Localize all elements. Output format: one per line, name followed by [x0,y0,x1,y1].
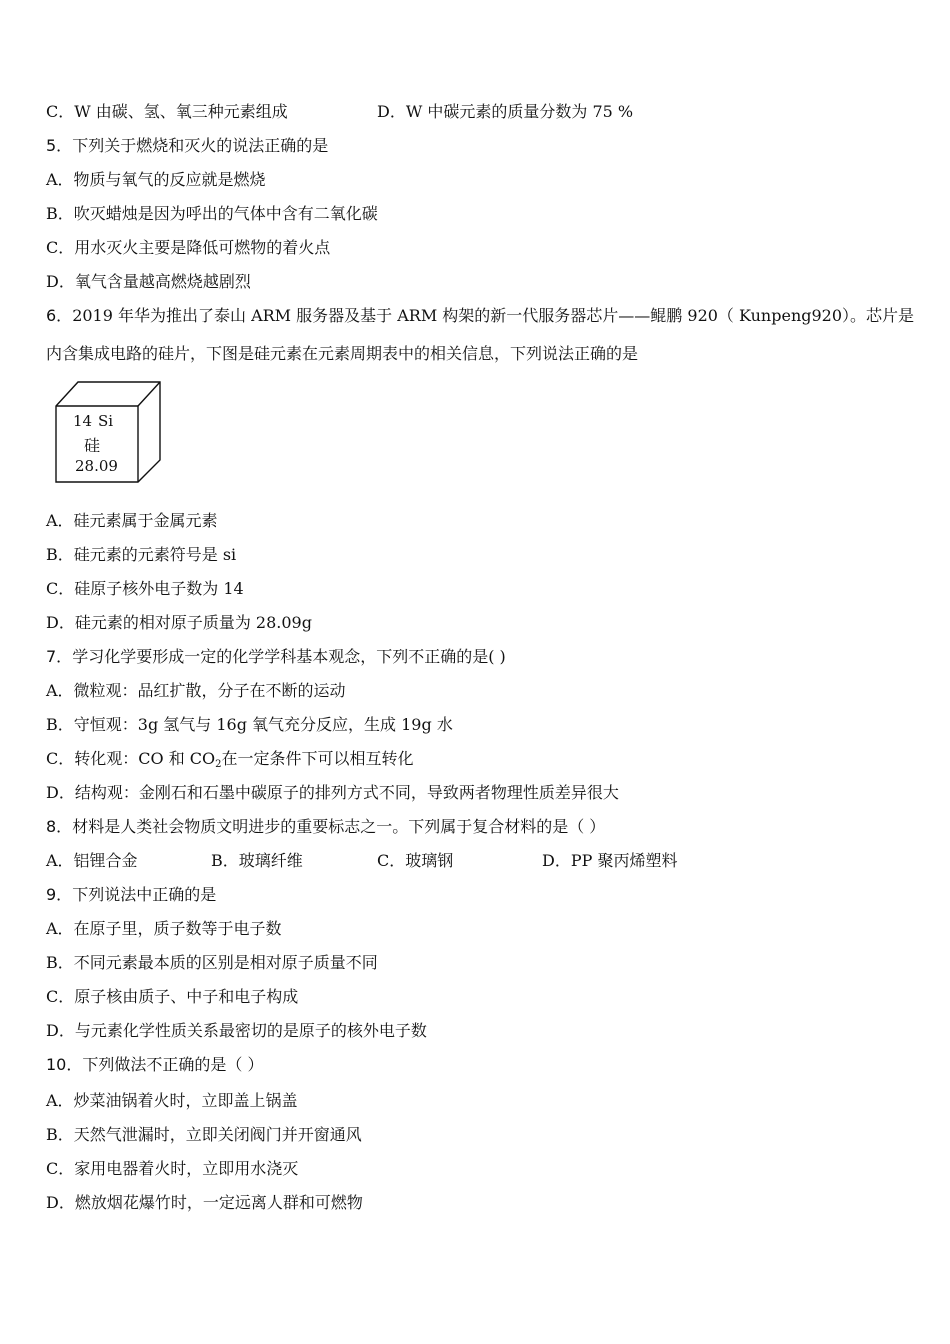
element-mass: 28.09 [75,457,118,475]
q7-option-d: D．结构观：金刚石和石墨中碳原子的排列方式不同，导致两者物理性质差异很大 [46,783,619,802]
q7-option-c [46,749,414,775]
q6-option-a: A．硅元素属于金属元素 [46,511,218,530]
q6-option-b: B．硅元素的元素符号是 si [46,545,237,564]
q6-stem-text: 2019 年华为推出了泰山 ARM 服务器及基于 ARM 构架的新一代服务器芯片——鲲鹏 920（ Kunpeng920）。芯片是 [72,306,915,325]
q7-option-c-subscript: 2 [215,759,222,770]
q7-option-c-post: 在一定条件下可以相互转化 [221,749,414,768]
q9-option-c: C．原子核由质子、中子和电子构成 [46,987,299,1006]
q10-number: 10． [46,1055,83,1074]
q5-option-a: A．物质与氧气的反应就是燃烧 [46,170,266,189]
element-atomic-number: 14 [73,412,93,430]
q10-stem [46,1055,263,1075]
q6-option-c: C．硅原子核外电子数为 14 [46,579,244,598]
q8-stem-text: 材料是人类社会物质文明进步的重要标志之一。下列属于复合材料的是（ ） [72,817,606,836]
q10-option-d: D．燃放烟花爆竹时，一定远离人群和可燃物 [46,1193,363,1212]
q4-option-d: D．W 中碳元素的质量分数为 75 % [377,102,634,121]
q6-stem-line1 [46,306,914,326]
q5-number: 5． [46,136,73,155]
q7-number: 7． [46,647,73,666]
q6-option-d: D．硅元素的相对原子质量为 28.09g [46,613,312,632]
q9-number: 9． [46,885,73,904]
q5-option-b: B．吹灭蜡烛是因为呼出的气体中含有二氧化碳 [46,204,378,223]
element-name: 硅 [84,436,101,455]
q9-stem [46,885,216,905]
q5-option-d: D．氧气含量越高燃烧越剧烈 [46,272,251,291]
q5-stem [46,136,328,156]
q7-option-c-pre: C．转化观：CO 和 CO [46,749,216,768]
q5-stem-text: 下列关于燃烧和灭火的说法正确的是 [72,136,329,155]
q7-option-b: B．守恒观：3g 氢气与 16g 氧气充分反应，生成 19g 水 [46,715,453,734]
element-symbol: Si [98,412,114,430]
q4-option-c: C．W 由碳、氢、氧三种元素组成 [46,102,288,121]
q9-option-d: D．与元素化学性质关系最密切的是原子的核外电子数 [46,1021,427,1040]
q8-option-a: A．铝锂合金 [46,851,138,870]
q8-stem [46,817,605,837]
q8-option-c: C．玻璃钢 [377,851,454,870]
q6-number: 6． [46,306,73,325]
q8-option-d: D．PP 聚丙烯塑料 [542,851,678,870]
q7-stem [46,647,506,667]
q6-stem-line2: 内含集成电路的硅片，下图是硅元素在元素周期表中的相关信息，下列说法正确的是 [46,344,639,363]
q7-option-a: A．微粒观：品红扩散，分子在不断的运动 [46,681,346,700]
q8-number: 8． [46,817,73,836]
q10-stem-text: 下列做法不正确的是（ ） [82,1055,264,1074]
q7-stem-text: 学习化学要形成一定的化学学科基本观念，下列不正确的是( ) [72,647,506,666]
q9-stem-text: 下列说法中正确的是 [72,885,217,904]
q10-option-c: C．家用电器着火时，立即用水浇灭 [46,1159,299,1178]
q10-option-b: B．天然气泄漏时，立即关闭阀门并开窗通风 [46,1125,362,1144]
q5-option-c: C．用水灭火主要是降低可燃物的着火点 [46,238,331,257]
q8-option-b: B．玻璃纤维 [211,851,303,870]
q9-option-a: A．在原子里，质子数等于电子数 [46,919,282,938]
q10-option-a: A．炒菜油锅着火时，立即盖上锅盖 [46,1091,298,1110]
q9-option-b: B．不同元素最本质的区别是相对原子质量不同 [46,953,378,972]
